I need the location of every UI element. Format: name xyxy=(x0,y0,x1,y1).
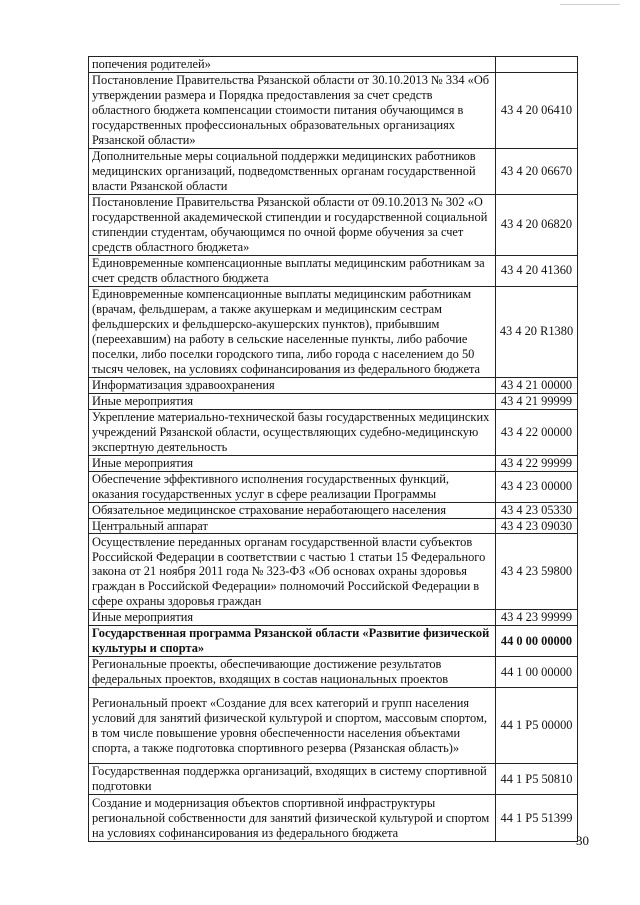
table-row xyxy=(89,688,578,764)
row-description: попечения родителей» xyxy=(89,57,496,73)
row-description: Постановление Правительства Рязанской области от 09.10.2013 № 302 «О государственной академической стипендии и государственной социальной стипендии студентам, обучающимся по очной форме обучения за счет средств областного бюджета» xyxy=(89,194,496,255)
table-row xyxy=(89,255,578,286)
row-description: Обеспечение эффективного исполнения государственных функций, оказания государственных услуг в сфере реализации Программы xyxy=(89,471,496,502)
table-row xyxy=(89,626,578,657)
row-description: Региональные проекты, обеспечивающие достижение результатов федеральных проектов, входящих в состав национальных проектов xyxy=(89,657,496,688)
row-description: Единовременные компенсационные выплаты медицинским работникам за счет средств областного бюджета xyxy=(89,255,496,286)
row-code: 44 1 P5 51399 xyxy=(496,795,578,842)
row-description: Обязательное медицинское страхование неработающего населения xyxy=(89,502,496,518)
row-code: 44 1 P5 50810 xyxy=(496,764,578,795)
table-row xyxy=(89,57,578,73)
row-code: 43 4 22 99999 xyxy=(496,455,578,471)
budget-classification-table xyxy=(88,56,578,842)
row-description: Осуществление переданных органам государственной власти субъектов Российской Федерации в соответствии с частью 1 статьи 15 Федерального закона от 21 ноября 2011 года № 323-ФЗ «Об основах охраны здоровья граждан в Российской Федерации» полномочий Российской Федерации в сфере охраны здоровья граждан xyxy=(89,534,496,610)
row-code: 44 1 P5 00000 xyxy=(496,688,578,764)
table-row xyxy=(89,534,578,610)
row-code: 43 4 23 09030 xyxy=(496,518,578,534)
row-description: Постановление Правительства Рязанской области от 30.10.2013 № 334 «Об утверждении размера и Порядка предоставления за счет средств областного бюджета компенсации стоимости питания обучающимся в государственных профессиональных образовательных организациях Рязанской области» xyxy=(89,72,496,148)
row-description: Дополнительные меры социальной поддержки медицинских работников медицинских организаций, подведомственных органам государственной власти Рязанской области xyxy=(89,148,496,194)
table-row xyxy=(89,502,578,518)
table-row xyxy=(89,148,578,194)
row-description: Иные мероприятия xyxy=(89,393,496,409)
table-row xyxy=(89,518,578,534)
row-description: Укрепление материально-технической базы государственных медицинских учреждений Рязанской области, осуществляющих судебно-медицинскую экспертную деятельность xyxy=(89,409,496,455)
row-code: 43 4 21 99999 xyxy=(496,393,578,409)
row-description: Информатизация здравоохранения xyxy=(89,377,496,393)
scan-edge-mark xyxy=(560,4,620,5)
page-number: 30 xyxy=(576,833,589,848)
table-row xyxy=(89,377,578,393)
table-row xyxy=(89,764,578,795)
row-description: Создание и модернизация объектов спортивной инфраструктуры региональной собственности для занятий физической культурой и спортом на условиях софинансирования из федерального бюджета xyxy=(89,795,496,842)
row-description: Государственная поддержка организаций, входящих в систему спортивной подготовки xyxy=(89,764,496,795)
row-code: 44 0 00 00000 xyxy=(496,626,578,657)
table-row xyxy=(89,393,578,409)
table-row xyxy=(89,194,578,255)
row-code: 43 4 20 R1380 xyxy=(496,286,578,377)
row-code: 43 4 23 99999 xyxy=(496,610,578,626)
row-code xyxy=(496,57,578,73)
row-code: 43 4 23 05330 xyxy=(496,502,578,518)
row-code: 43 4 21 00000 xyxy=(496,377,578,393)
row-code: 43 4 22 00000 xyxy=(496,409,578,455)
table-row xyxy=(89,471,578,502)
table-row xyxy=(89,72,578,148)
row-description: Иные мероприятия xyxy=(89,455,496,471)
table-body xyxy=(89,57,578,842)
row-code: 43 4 20 41360 xyxy=(496,255,578,286)
table-row xyxy=(89,409,578,455)
row-code: 43 4 20 06410 xyxy=(496,72,578,148)
row-code: 44 1 00 00000 xyxy=(496,657,578,688)
row-code: 43 4 23 00000 xyxy=(496,471,578,502)
row-code: 43 4 20 06820 xyxy=(496,194,578,255)
row-description: Единовременные компенсационные выплаты медицинским работникам (врачам, фельдшерам, а также акушеркам и медицинским сестрам фельдшерских и фельдшерско-акушерских пунктов), прибывшим (переехавшим) на работу в сельские населенные пункты, либо рабочие поселки, либо поселки городского типа, либо города с населением до 50 тысяч человек, на условиях софинансирования из федерального бюджета xyxy=(89,286,496,377)
row-description: Иные мероприятия xyxy=(89,610,496,626)
table-row xyxy=(89,657,578,688)
table-row xyxy=(89,455,578,471)
row-description: Центральный аппарат xyxy=(89,518,496,534)
row-code: 43 4 20 06670 xyxy=(496,148,578,194)
row-description: Региональный проект «Создание для всех категорий и групп населения условий для занятий физической культурой и спортом, массовым спортом, в том числе повышение уровня обеспеченности населения объектами спорта, а также подготовка спортивного резерва (Рязанская область)» xyxy=(89,688,496,764)
table-row xyxy=(89,795,578,842)
table-row xyxy=(89,610,578,626)
table-row xyxy=(89,286,578,377)
row-description: Государственная программа Рязанской области «Развитие физической культуры и спорта» xyxy=(89,626,496,657)
row-code: 43 4 23 59800 xyxy=(496,534,578,610)
